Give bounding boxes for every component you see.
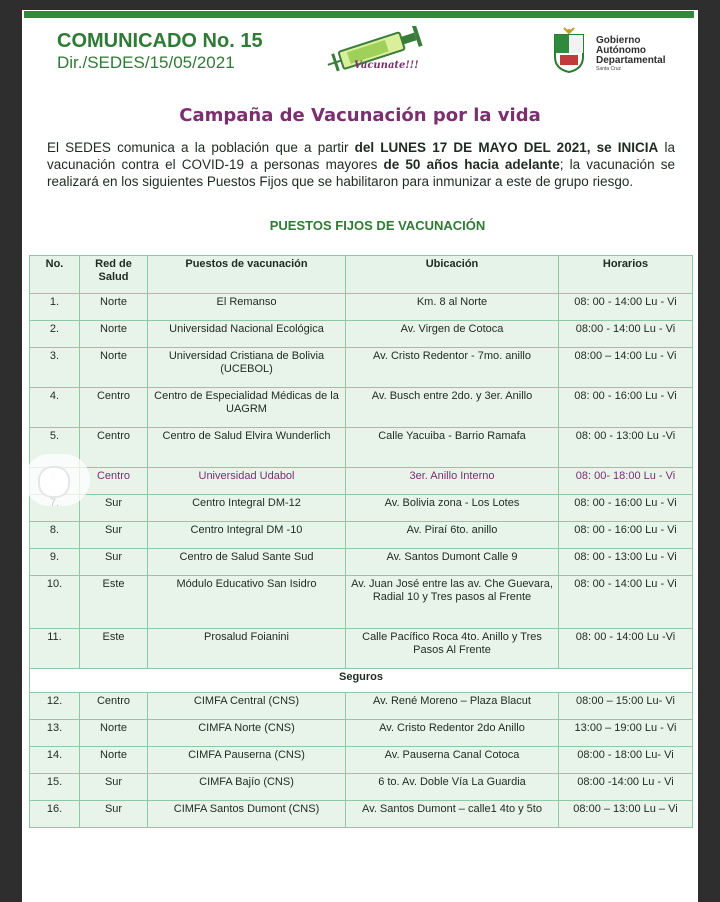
- cell-horario: 08: 00 - 14:00 Lu -Vi: [559, 629, 693, 669]
- intro-bold-date: del LUNES 17 DE MAYO DEL 2021, se INICIA: [354, 140, 659, 155]
- vaccine-badge-text: Vacunate!!!: [354, 60, 419, 71]
- cell-ubicacion: 3er. Anillo Interno: [346, 468, 559, 495]
- table-row: [30, 348, 693, 388]
- intro-paragraph: [47, 139, 675, 190]
- header-ubicacion: Ubicación: [346, 256, 559, 294]
- frame-left: [0, 0, 22, 902]
- cell-horario: 08:00 – 13:00 Lu – Vi: [559, 801, 693, 828]
- cell-puesto: CIMFA Central (CNS): [148, 693, 346, 720]
- cell-puesto: Centro Integral DM -10: [148, 522, 346, 549]
- cell-horario: 08:00 – 15:00 Lu- Vi: [559, 693, 693, 720]
- cell-red: Sur: [80, 549, 148, 576]
- cell-puesto: Centro de Salud Sante Sud: [148, 549, 346, 576]
- table-row: [30, 720, 693, 747]
- cell-puesto: Centro de Salud Elvira Wunderlich: [148, 428, 346, 468]
- cell-no: 8.: [30, 522, 80, 549]
- watermark-logo-ring: [38, 466, 70, 498]
- cell-horario: 08: 00 - 13:00 Lu - Vi: [559, 549, 693, 576]
- cell-horario: 08: 00 - 14:00 Lu - Vi: [559, 576, 693, 629]
- cell-red: Sur: [80, 801, 148, 828]
- cell-ubicacion: Av. Cristo Redentor 2do Anillo: [346, 720, 559, 747]
- cell-puesto: Prosalud Foianini: [148, 629, 346, 669]
- cell-no: 3.: [30, 348, 80, 388]
- vaccination-sites-table: [29, 255, 693, 828]
- cell-ubicacion: Av. René Moreno – Plaza Blacut: [346, 693, 559, 720]
- cell-horario: 08:00 -14:00 Lu - Vi: [559, 774, 693, 801]
- cell-red: Norte: [80, 321, 148, 348]
- cell-horario: 08: 00 - 14:00 Lu - Vi: [559, 294, 693, 321]
- cell-puesto: Centro de Especialidad Médicas de la UAGRM: [148, 388, 346, 428]
- cell-horario: 08: 00 - 16:00 Lu - Vi: [559, 522, 693, 549]
- cell-horario: 08: 00 - 13:00 Lu -Vi: [559, 428, 693, 468]
- table-header-row: [30, 256, 693, 294]
- intro-text-2: la vacunación contra el COVID-19 a personas mayores: [47, 140, 675, 172]
- header-red-de-salud: Red de Salud: [80, 256, 148, 294]
- table-row: [30, 294, 693, 321]
- cell-red: Norte: [80, 720, 148, 747]
- cell-red: Este: [80, 629, 148, 669]
- table-row: [30, 428, 693, 468]
- table-row: [30, 576, 693, 629]
- cell-ubicacion: Av. Cristo Redentor - 7mo. anillo: [346, 348, 559, 388]
- intro-bold-age: de 50 años hacia adelante: [383, 157, 560, 172]
- comunicado-number: COMUNICADO No. 15: [57, 30, 263, 52]
- cell-puesto: Universidad Nacional Ecológica: [148, 321, 346, 348]
- cell-red: Centro: [80, 468, 148, 495]
- government-line-2: Autónomo: [596, 45, 646, 56]
- frame-top: [0, 0, 720, 10]
- cell-ubicacion: Av. Virgen de Cotoca: [346, 321, 559, 348]
- government-line-3: Departamental: [596, 55, 666, 66]
- cell-no: 14.: [30, 747, 80, 774]
- cell-red: Este: [80, 576, 148, 629]
- cell-red: Centro: [80, 428, 148, 468]
- table-row: [30, 321, 693, 348]
- cell-horario: 08: 00- 18:00 Lu - Vi: [559, 468, 693, 495]
- cell-no: 5.: [30, 428, 80, 468]
- cell-ubicacion: Km. 8 al Norte: [346, 294, 559, 321]
- table-row: [30, 629, 693, 669]
- seguros-section-row: [30, 669, 693, 693]
- cell-red: Norte: [80, 348, 148, 388]
- cell-ubicacion: Calle Yacuiba - Barrio Ramafa: [346, 428, 559, 468]
- cell-horario: 08:00 - 18:00 Lu- Vi: [559, 747, 693, 774]
- cell-horario: 08:00 - 14:00 Lu - Vi: [559, 321, 693, 348]
- cell-red: Norte: [80, 747, 148, 774]
- cell-ubicacion: Av. Bolivia zona - Los Lotes: [346, 495, 559, 522]
- cell-puesto: CIMFA Bajío (CNS): [148, 774, 346, 801]
- cell-no: 11.: [30, 629, 80, 669]
- intro-text-3: ; la vacunación se realizará en los siguientes Puestos Fijos que se habilitaron para inmunizar a este de grupo riesgo.: [47, 157, 675, 189]
- table-row: [30, 388, 693, 428]
- table-row: [30, 549, 693, 576]
- cell-puesto: Centro Integral DM-12: [148, 495, 346, 522]
- cell-puesto: CIMFA Pauserna (CNS): [148, 747, 346, 774]
- cell-no: 13.: [30, 720, 80, 747]
- cell-puesto: El Remanso: [148, 294, 346, 321]
- government-line-1: Gobierno: [596, 35, 641, 46]
- header-horarios: Horarios: [559, 256, 693, 294]
- cell-horario: 08:00 – 14:00 Lu - Vi: [559, 348, 693, 388]
- government-crest-icon: [552, 27, 586, 73]
- campaign-title: Campaña de Vacunación por la vida: [179, 105, 541, 126]
- header-puestos: Puestos de vacunación: [148, 256, 346, 294]
- document-reference: Dir./SEDES/15/05/2021: [57, 53, 235, 72]
- cell-red: Sur: [80, 495, 148, 522]
- cell-no: 2.: [30, 321, 80, 348]
- table-row: [30, 468, 693, 495]
- table-row: [30, 801, 693, 828]
- government-line-4: Santa Cruz: [596, 66, 622, 72]
- cell-no: 1.: [30, 294, 80, 321]
- table-row: [30, 495, 693, 522]
- cell-red: Centro: [80, 693, 148, 720]
- cell-no: 4.: [30, 388, 80, 428]
- table-row: [30, 774, 693, 801]
- cell-horario: 08: 00 - 16:00 Lu - Vi: [559, 495, 693, 522]
- cell-horario: 08: 00 - 16:00 Lu - Vi: [559, 388, 693, 428]
- cell-puesto: Universidad Cristiana de Bolivia (UCEBOL): [148, 348, 346, 388]
- cell-red: Sur: [80, 522, 148, 549]
- government-name: [596, 36, 686, 66]
- cell-puesto: Módulo Educativo San Isidro: [148, 576, 346, 629]
- cell-ubicacion: Av. Santos Dumont – calle1 4to y 5to: [346, 801, 559, 828]
- header-no: No.: [30, 256, 80, 294]
- cell-puesto: Universidad Udabol: [148, 468, 346, 495]
- cell-red: Sur: [80, 774, 148, 801]
- cell-no: 15.: [30, 774, 80, 801]
- cell-red: Centro: [80, 388, 148, 428]
- cell-no: 9.: [30, 549, 80, 576]
- cell-puesto: CIMFA Norte (CNS): [148, 720, 346, 747]
- cell-ubicacion: Calle Pacífico Roca 4to. Anillo y Tres Pasos Al Frente: [346, 629, 559, 669]
- table-row: [30, 522, 693, 549]
- table-row: [30, 693, 693, 720]
- cell-ubicacion: Av. Busch entre 2do. y 3er. Anillo: [346, 388, 559, 428]
- cell-red: Norte: [80, 294, 148, 321]
- cell-ubicacion: 6 to. Av. Doble Vía La Guardia: [346, 774, 559, 801]
- header-green-bar: [24, 11, 694, 18]
- table-row: [30, 747, 693, 774]
- cell-ubicacion: Av. Santos Dumont Calle 9: [346, 549, 559, 576]
- cell-ubicacion: Av. Pauserna Canal Cotoca: [346, 747, 559, 774]
- cell-no: 10.: [30, 576, 80, 629]
- cell-no: 16.: [30, 801, 80, 828]
- cell-puesto: CIMFA Santos Dumont (CNS): [148, 801, 346, 828]
- frame-right: [698, 0, 720, 902]
- cell-ubicacion: Av. Juan José entre las av. Che Guevara, Radial 10 y Tres pasos al Frente: [346, 576, 559, 629]
- cell-ubicacion: Av. Piraí 6to. anillo: [346, 522, 559, 549]
- seguros-label: Seguros: [30, 669, 693, 693]
- table-title: PUESTOS FIJOS DE VACUNACIÓN: [269, 218, 486, 233]
- cell-horario: 13:00 – 19:00 Lu - Vi: [559, 720, 693, 747]
- intro-text-1: El SEDES comunica a la población que a partir: [47, 140, 355, 155]
- cell-no: 12.: [30, 693, 80, 720]
